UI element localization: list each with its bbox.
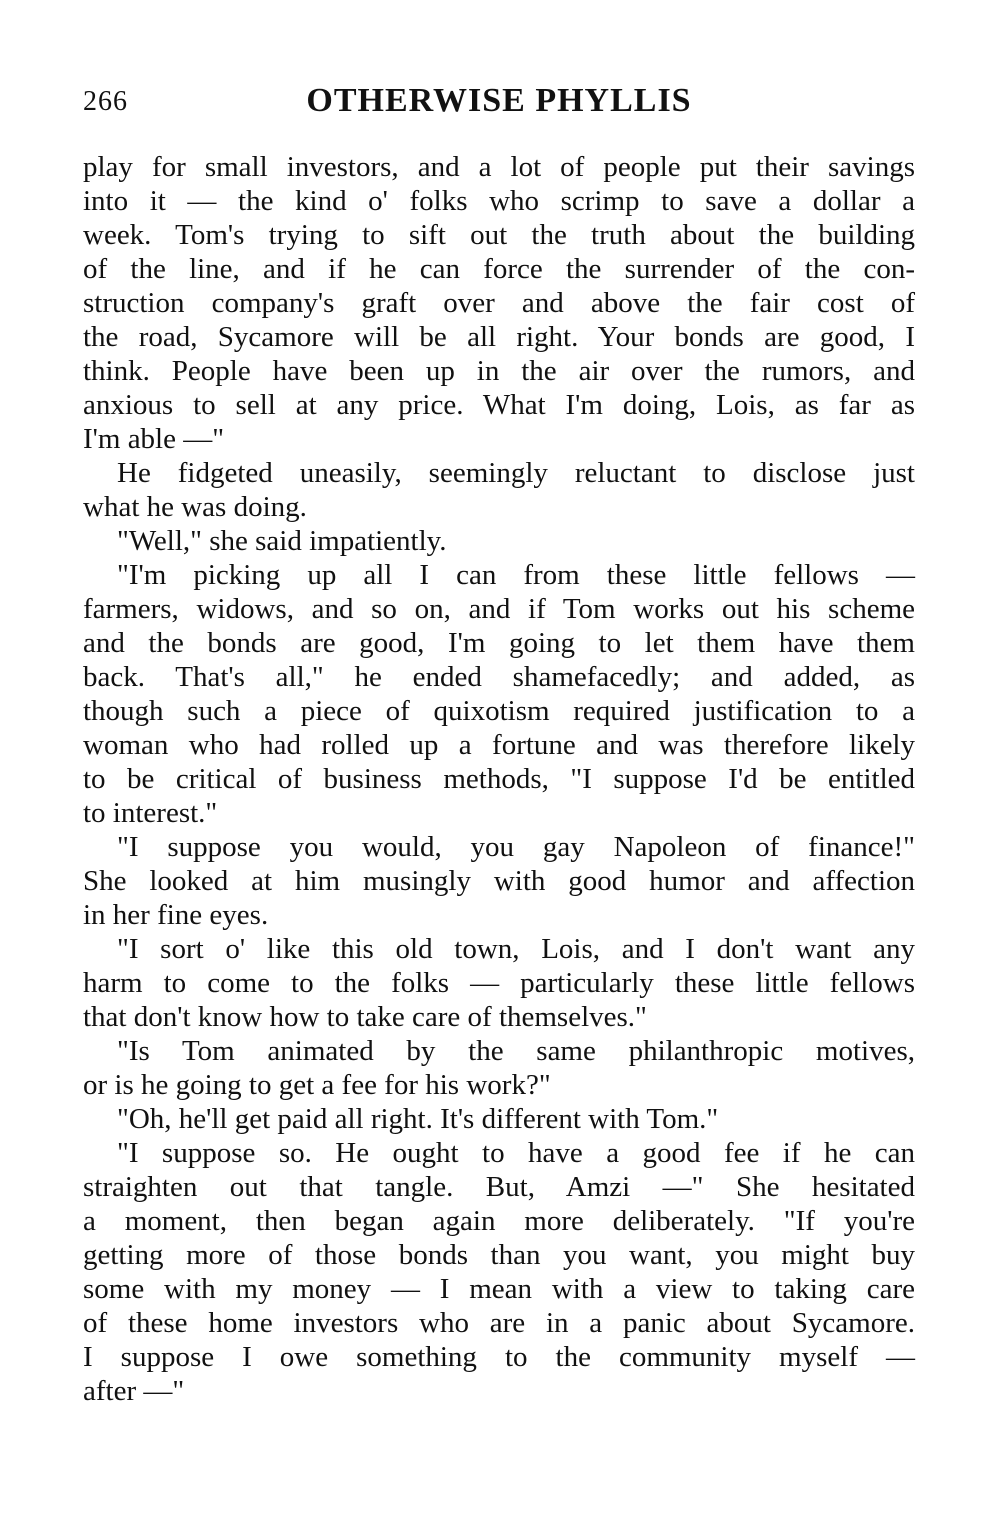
text-line: farmers, widows, and so on, and if Tom works out his scheme bbox=[83, 593, 915, 625]
text-line: that don't know how to take care of themselves." bbox=[83, 1001, 647, 1033]
text-line: back. That's all," he ended shamefacedly; and added, as bbox=[83, 661, 915, 693]
text-line: after —" bbox=[83, 1375, 185, 1407]
text-line: though such a piece of quixotism required justification to a bbox=[83, 695, 915, 727]
text-line: "I suppose you would, you gay Napoleon of finance!" bbox=[117, 831, 915, 863]
text-line: of the line, and if he can force the surrender of the con- bbox=[83, 253, 915, 285]
text-line: I'm able —" bbox=[83, 423, 225, 455]
text-line: some with my money — I mean with a view to taking care bbox=[83, 1273, 915, 1305]
text-line: "Is Tom animated by the same philanthropic motives, bbox=[117, 1035, 915, 1067]
page-header bbox=[83, 78, 915, 130]
text-line: the road, Sycamore will be all right. Your bonds are good, I bbox=[83, 321, 915, 353]
page-number: 266 bbox=[83, 86, 128, 117]
text-line: harm to come to the folks — particularly these little fellows bbox=[83, 967, 915, 999]
text-line: "Oh, he'll get paid all right. It's different with Tom." bbox=[117, 1103, 719, 1135]
text-line: and the bonds are good, I'm going to let them have them bbox=[83, 627, 915, 659]
text-line: "I sort o' like this old town, Lois, and I don't want any bbox=[117, 933, 915, 965]
text-line: I suppose I owe something to the community myself — bbox=[83, 1341, 915, 1373]
text-line: He fidgeted uneasily, seemingly reluctant to disclose just bbox=[117, 457, 915, 489]
book-page bbox=[83, 78, 915, 1408]
text-line: She looked at him musingly with good humor and affection bbox=[83, 865, 915, 897]
text-line: woman who had rolled up a fortune and was therefore likely bbox=[83, 729, 915, 761]
text-line: straighten out that tangle. But, Amzi —" She hesitated bbox=[83, 1171, 915, 1203]
text-line: or is he going to get a fee for his work?" bbox=[83, 1069, 551, 1101]
running-title: OTHERWISE PHYLLIS bbox=[306, 82, 692, 119]
text-line: struction company's graft over and above the fair cost of bbox=[83, 287, 915, 319]
text-line: "I suppose so. He ought to have a good fee if he can bbox=[117, 1137, 915, 1169]
text-line: a moment, then began again more deliberately. "If you're bbox=[83, 1205, 915, 1237]
text-line: of these home investors who are in a panic about Sycamore. bbox=[83, 1307, 915, 1339]
text-line: getting more of those bonds than you want, you might buy bbox=[83, 1239, 915, 1271]
text-line: week. Tom's trying to sift out the truth about the building bbox=[83, 219, 915, 251]
text-line: anxious to sell at any price. What I'm doing, Lois, as far as bbox=[83, 389, 915, 421]
text-line: "Well," she said impatiently. bbox=[117, 525, 447, 557]
text-line: in her fine eyes. bbox=[83, 899, 269, 931]
text-line: into it — the kind o' folks who scrimp to save a dollar a bbox=[83, 185, 915, 217]
text-line: what he was doing. bbox=[83, 491, 307, 523]
text-line: think. People have been up in the air over the rumors, and bbox=[83, 355, 915, 387]
text-line: to interest." bbox=[83, 797, 218, 829]
text-line: to be critical of business methods, "I suppose I'd be entitled bbox=[83, 763, 915, 795]
text-line: "I'm picking up all I can from these little fellows — bbox=[117, 559, 915, 591]
body-text bbox=[83, 150, 915, 1408]
text-line: play for small investors, and a lot of people put their savings bbox=[83, 151, 915, 183]
